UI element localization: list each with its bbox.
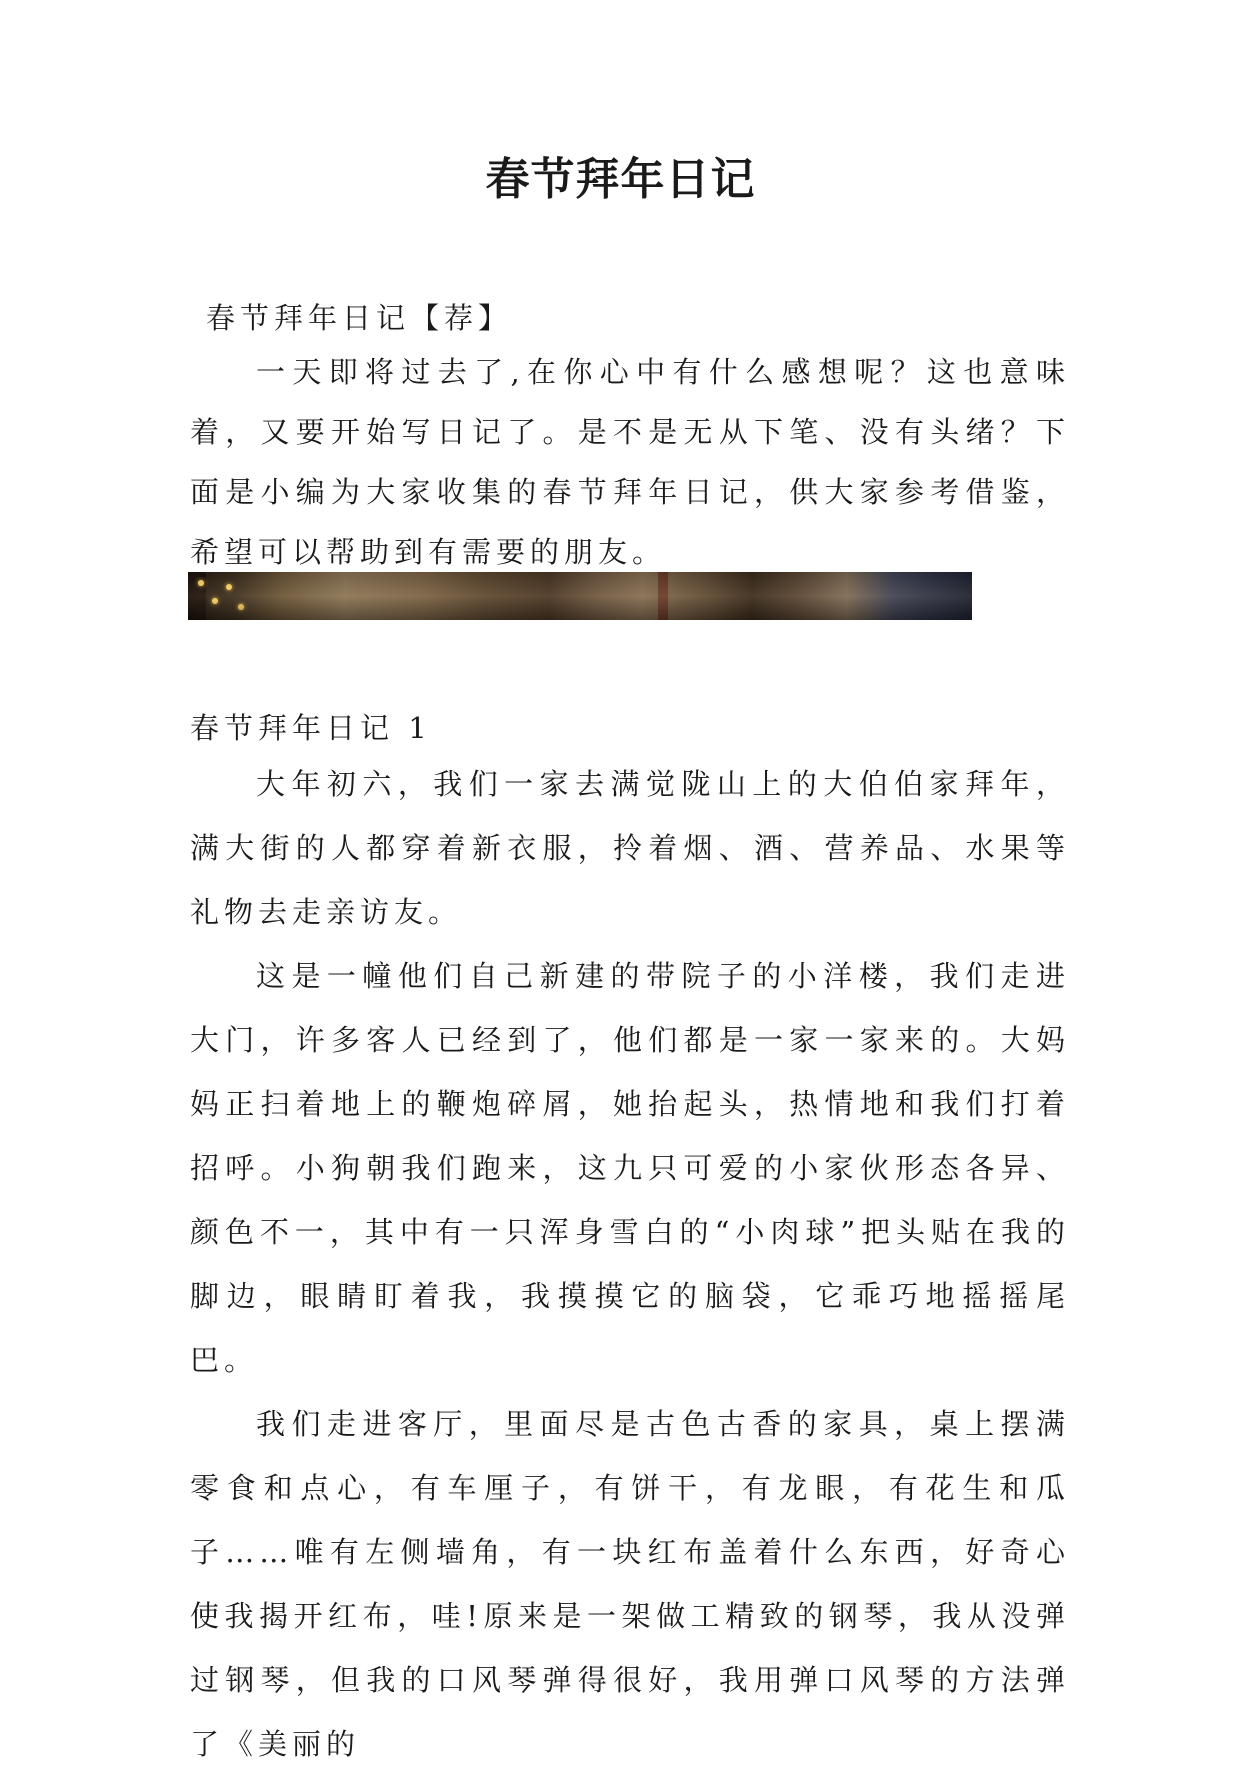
body-paragraph: 大年初六，我们一家去满觉陇山上的大伯伯家拜年，满大街的人都穿着新衣服，拎着烟、酒、营养品、水果等礼物去走亲访友。 <box>190 767 1070 929</box>
intro-paragraph: 一天即将过去了,在你心中有什么感想呢？这也意味着，又要开始写日记了。是不是无从下笔、没有头绪？下面是小编为大家收集的春节拜年日记，供大家参考借鉴，希望可以帮助到有需要的朋友。 <box>190 355 1070 569</box>
body-text <box>190 752 1070 1776</box>
section-heading: 春节拜年日记 1 <box>190 711 432 745</box>
banner-image <box>188 572 972 620</box>
body-paragraph: 这是一幢他们自己新建的带院子的小洋楼，我们走进大门，许多客人已经到了，他们都是一家一家来的。大妈妈正扫着地上的鞭炮碎屑，她抬起头，热情地和我们打着招呼。小狗朝我们跑来，这九只可爱的小家伙形态各异、颜色不一，其中有一只浑身雪白的“小肉球”把头贴在我的脚边，眼睛盯着我，我摸摸它的脑袋，它乖巧地摇摇尾巴。 <box>190 959 1070 1377</box>
body-paragraph: 我们走进客厅，里面尽是古色古香的家具，桌上摆满零食和点心，有车厘子，有饼干，有龙眼，有花生和瓜子……唯有左侧墙角，有一块红布盖着什么东西，好奇心使我揭开红布，哇!原来是一架做工精致的钢琴，我从没弹过钢琴，但我的口风琴弹得很好，我用弹口风琴的方法弹了《美丽的 <box>190 1407 1070 1761</box>
banner-shade <box>188 572 972 620</box>
document-subtitle: 春节拜年日记【荐】 <box>206 301 513 335</box>
document-title: 春节拜年日记 <box>485 154 756 205</box>
